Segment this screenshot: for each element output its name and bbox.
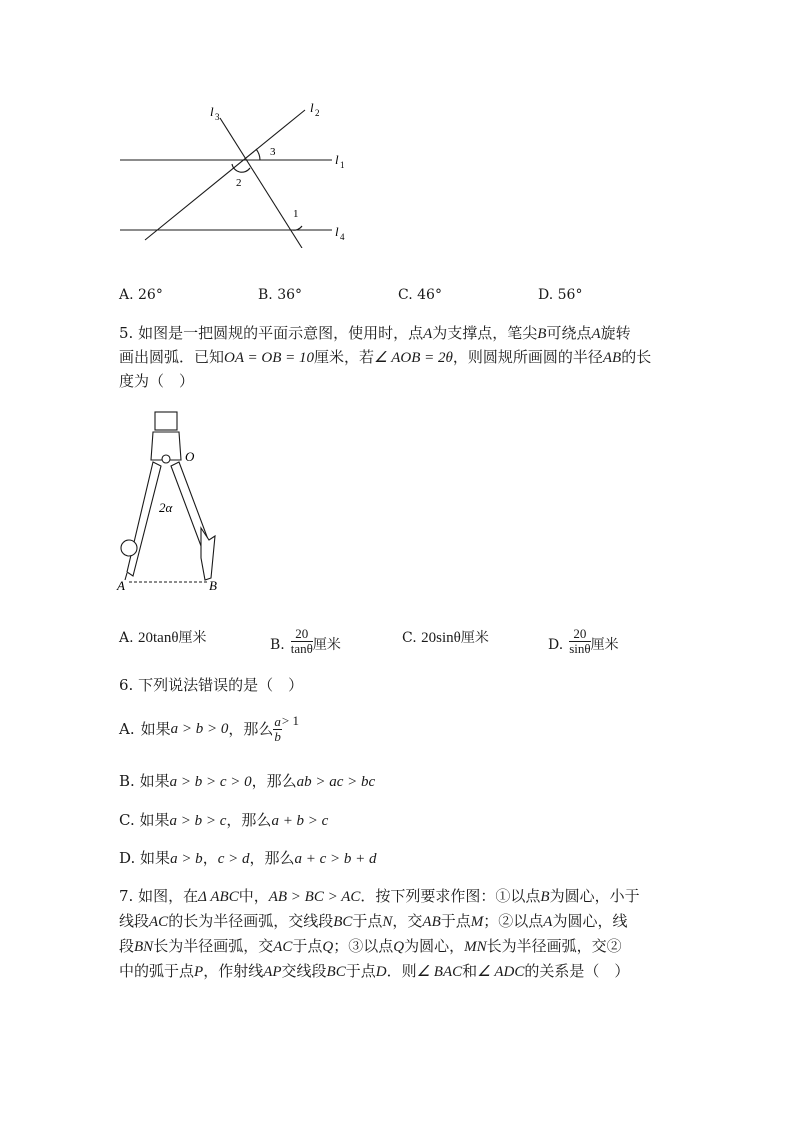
text-run: ．则 xyxy=(386,962,417,980)
math-token: MN xyxy=(464,939,487,955)
text-run: 长为半径画弧，交 xyxy=(153,937,274,955)
q4-option-d[interactable]: D. 56° xyxy=(538,287,583,303)
text-run: ；②以点 xyxy=(483,912,544,930)
parallel-lines-figure xyxy=(110,98,360,248)
math-token: B xyxy=(540,889,550,905)
text-run: 为圆心，线 xyxy=(552,912,628,930)
math-token: BC xyxy=(333,914,353,930)
text-run: 为圆心， xyxy=(404,937,465,955)
svg-text:4: 4 xyxy=(340,232,345,242)
text-run: 中， xyxy=(238,887,269,905)
svg-text:3: 3 xyxy=(215,112,220,122)
compass-leg-a xyxy=(127,462,161,576)
text-run: 于点 xyxy=(352,912,383,930)
q5-option-b[interactable]: B. $\frac{20}{\tan\theta}$ 厘米 xyxy=(270,626,341,656)
q6-option-c[interactable]: C. 如果a > b > c，那么a + b > c xyxy=(119,811,329,829)
text-run: ，作射线 xyxy=(203,962,264,980)
math-token: BC xyxy=(326,964,346,980)
q6-option-b[interactable]: B. 如果a > b > c > 0，那么ab > ac > bc xyxy=(119,772,376,790)
compass-pivot xyxy=(162,455,170,463)
q7-line2 xyxy=(119,910,627,933)
angle-1-label: 1 xyxy=(293,208,299,220)
text-run: 为圆心，小于 xyxy=(549,887,640,905)
text-run: 的关系是（ ） xyxy=(524,962,630,980)
text-run: 段 xyxy=(119,937,135,955)
math-token: Q xyxy=(322,939,334,955)
text-run: ．按下列要求作图：①以点 xyxy=(360,887,541,905)
angle-3-label: 3 xyxy=(270,146,276,158)
math-token: Q xyxy=(393,939,405,955)
q5-option-c[interactable]: C. 20sinθ厘米 xyxy=(402,630,489,646)
label-l2: l xyxy=(310,100,314,115)
math-token: Δ ABC xyxy=(198,889,239,905)
text-run: ；③以点 xyxy=(333,937,394,955)
label-a: A xyxy=(117,578,125,593)
math-token: AP xyxy=(263,964,282,980)
math-token: D xyxy=(375,964,387,980)
q6-option-d[interactable]: D. 如果a > b，c > d，那么a + c > b + d xyxy=(119,849,377,867)
math-token: AC xyxy=(273,939,293,955)
q4-option-c[interactable]: C. 46° xyxy=(398,287,442,303)
text-run: 于点 xyxy=(292,937,323,955)
label-b: B xyxy=(209,578,217,593)
q5-stem-line3: 度为（ ） xyxy=(119,372,195,390)
q4-option-a[interactable]: A. 26° xyxy=(119,287,163,303)
math-token: AB xyxy=(422,914,441,930)
line-l3 xyxy=(220,118,302,248)
compass-screw xyxy=(121,540,137,556)
svg-text:2: 2 xyxy=(315,108,320,118)
svg-text:1: 1 xyxy=(340,160,345,170)
q6-stem: 6. 下列说法错误的是（ ） xyxy=(119,676,304,694)
text-run: 于点 xyxy=(345,962,376,980)
math-token: ∠ BAC xyxy=(416,964,463,980)
compass-figure xyxy=(115,408,225,593)
text-run: 长为半径画弧，交② xyxy=(486,937,622,955)
math-token: N xyxy=(382,914,393,930)
q7-line4 xyxy=(119,960,629,983)
math-token: ∠ ADC xyxy=(477,964,525,980)
q5-stem-line1: 5. 如图是一把圆规的平面示意图，使用时，点A为支撑点，笔尖B可绕点A旋转 xyxy=(119,324,631,342)
angle2-arc xyxy=(232,164,250,172)
q4-option-b[interactable]: B. 36° xyxy=(258,287,303,303)
compass-pencil-holder xyxy=(201,528,215,580)
text-run: 7. 如图，在 xyxy=(119,887,199,905)
text-run: 于点 xyxy=(440,912,471,930)
label-l1: l xyxy=(335,152,339,167)
math-token: M xyxy=(470,914,484,930)
text-run: 中的弧于点 xyxy=(119,962,195,980)
q5-option-d[interactable]: D. $\frac{20}{\sin\theta}$ 厘米 xyxy=(548,626,619,656)
q5-stem-line2: 画出圆弧．已知OA = OB = 10厘米，若∠ AOB = 2θ，则圆规所画圆的半径AB的长 xyxy=(119,348,652,366)
text-run: 线段 xyxy=(119,912,150,930)
angle3-arc xyxy=(256,149,260,160)
math-token: A xyxy=(543,914,553,930)
label-2alpha: 2α xyxy=(159,500,173,515)
math-token: AB > BC > AC xyxy=(268,889,361,905)
text-run: 交线段 xyxy=(281,962,327,980)
q7-line1 xyxy=(119,885,640,908)
q5-option-a[interactable]: A. 20tanθ厘米 xyxy=(119,630,207,646)
text-run: 的长为半径画弧，交线段 xyxy=(168,912,334,930)
text-run: ，交 xyxy=(392,912,423,930)
math-token: P xyxy=(194,964,204,980)
label-l3: l xyxy=(210,104,214,119)
label-o: O xyxy=(185,449,195,464)
text-run: 和 xyxy=(462,962,478,980)
q7-line3 xyxy=(119,935,622,958)
math-token: AC xyxy=(149,914,169,930)
line-l2 xyxy=(145,110,305,240)
math-token: BN xyxy=(134,939,154,955)
compass-top-knob xyxy=(155,412,177,430)
angle-2-label: 2 xyxy=(236,177,242,189)
label-l4: l xyxy=(335,224,339,239)
q6-option-a[interactable]: A. 如果 a > b > 0 ，那么 $\frac{a}{b}$ > 1 xyxy=(119,713,299,744)
